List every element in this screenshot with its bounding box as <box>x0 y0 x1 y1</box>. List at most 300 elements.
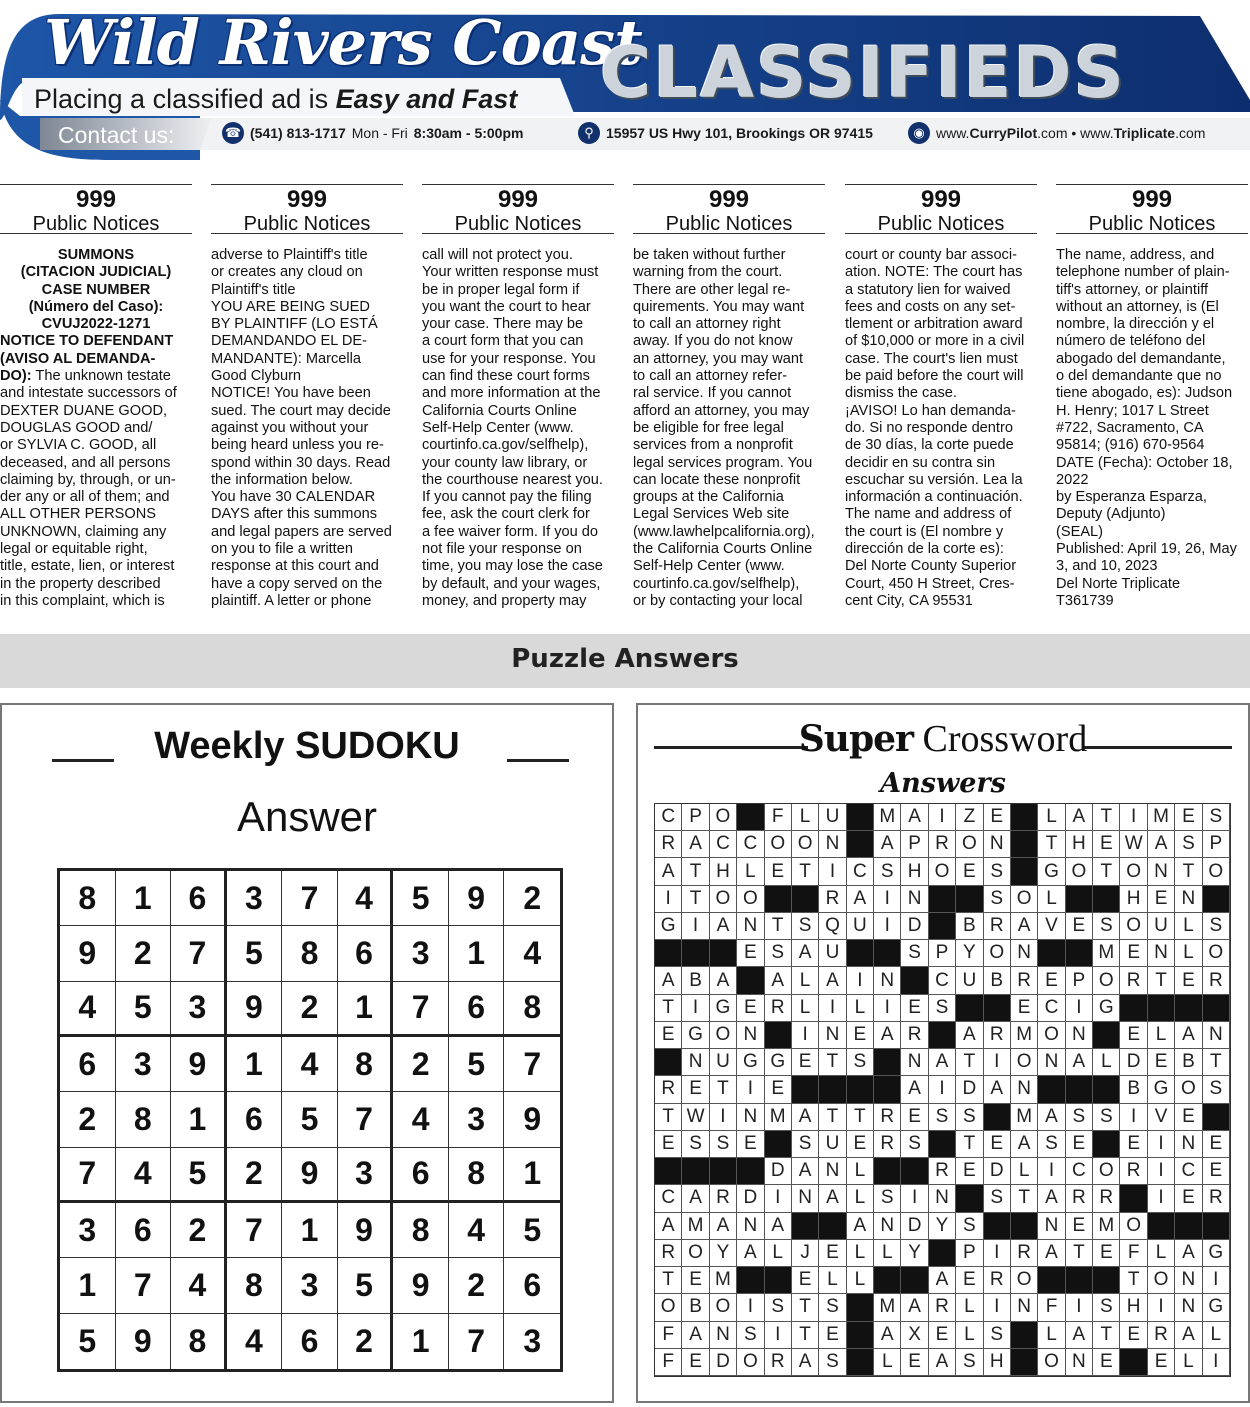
sudoku-cell: 5 <box>116 982 172 1037</box>
address-text: 15957 US Hwy 101, Brookings OR 97415 <box>606 125 873 141</box>
crossword-cell: N <box>792 1185 819 1212</box>
sudoku-cell: 7 <box>116 1258 172 1313</box>
phone-icon: ☎ <box>222 122 244 144</box>
crossword-cell: E <box>819 1322 846 1349</box>
crossword-cell: L <box>956 1294 983 1321</box>
website-links[interactable]: www.CurryPilot.com • www.Triplicate.com <box>936 125 1206 141</box>
crossword-cell: Y <box>956 940 983 967</box>
crossword-black-cell <box>1011 804 1038 831</box>
crossword-cell: R <box>1011 967 1038 994</box>
crossword-cell: A <box>1066 1049 1093 1076</box>
crossword-cell: N <box>874 1213 901 1240</box>
crossword-cell: I <box>984 1049 1011 1076</box>
crossword-cell: H <box>1066 831 1093 858</box>
crossword-cell: L <box>1175 913 1202 940</box>
crossword-cell: O <box>1011 1267 1038 1294</box>
crossword-black-cell <box>765 1022 792 1049</box>
crossword-black-cell <box>792 886 819 913</box>
column-header <box>211 184 403 234</box>
crossword-cell: E <box>847 1131 874 1158</box>
crossword-black-cell <box>682 940 709 967</box>
title-crossword: Crossword <box>913 718 1088 760</box>
sudoku-cell: 8 <box>393 1203 449 1258</box>
crossword-cell: E <box>1148 1049 1175 1076</box>
crossword-black-cell <box>847 804 874 831</box>
crossword-cell: T <box>956 1049 983 1076</box>
crossword-black-cell <box>765 886 792 913</box>
crossword-cell: P <box>1203 831 1230 858</box>
crossword-black-cell <box>929 1022 956 1049</box>
column-header <box>633 184 825 234</box>
crossword-cell: A <box>847 1213 874 1240</box>
crossword-black-cell <box>819 1213 846 1240</box>
crossword-black-cell <box>1203 886 1230 913</box>
crossword-black-cell <box>710 940 737 967</box>
crossword-cell: A <box>682 831 709 858</box>
crossword-black-cell <box>1093 1267 1120 1294</box>
crossword-cell: I <box>819 858 846 885</box>
sudoku-cell: 6 <box>449 982 505 1037</box>
crossword-cell: S <box>901 1131 928 1158</box>
crossword-black-cell <box>1203 1213 1230 1240</box>
crossword-cell: C <box>737 831 764 858</box>
crossword-cell: N <box>737 913 764 940</box>
crossword-cell: N <box>929 1185 956 1212</box>
crossword-cell: F <box>765 804 792 831</box>
crossword-cell: N <box>737 1104 764 1131</box>
crossword-cell: L <box>819 1267 846 1294</box>
crossword-cell: T <box>1066 1240 1093 1267</box>
crossword-cell: E <box>1038 967 1065 994</box>
crossword-cell: A <box>792 1158 819 1185</box>
crossword-cell: N <box>1038 1049 1065 1076</box>
crossword-cell: S <box>819 1349 846 1376</box>
defendant-text: The unknown testate and intestate successors of DEXTER DUANE GOOD, DOUGLAS GOOD and/ or SYLVIA C. GOOD, all deceased, and all persons claiming by, through, or un- der any or all of them; and ALL OTHER PERSONS UNKNOWN, claiming any legal or equitable right, title, estate, lien, or interest in the property described in this complaint, which is <box>0 368 177 609</box>
crossword-cell: R <box>984 1267 1011 1294</box>
crossword-cell: U <box>819 940 846 967</box>
category-label: Public Notices <box>32 213 160 235</box>
crossword-black-cell <box>1093 886 1120 913</box>
crossword-cell: E <box>1175 967 1202 994</box>
crossword-cell: S <box>1038 1131 1065 1158</box>
sudoku-cell: 5 <box>227 926 283 981</box>
crossword-black-cell <box>929 1131 956 1158</box>
crossword-cell: G <box>1038 858 1065 885</box>
crossword-cell: A <box>737 1240 764 1267</box>
crossword-cell: A <box>984 1076 1011 1103</box>
crossword-cell: S <box>792 1131 819 1158</box>
crossword-cell: E <box>901 1104 928 1131</box>
sudoku-cell: 3 <box>227 871 283 926</box>
crossword-cell: R <box>1093 1185 1120 1212</box>
crossword-cell: T <box>956 1131 983 1158</box>
crossword-cell: R <box>1120 967 1147 994</box>
crossword-black-cell <box>765 1267 792 1294</box>
crossword-cell: D <box>710 1349 737 1376</box>
crossword-cell: E <box>1175 1104 1202 1131</box>
notice-column-5 <box>845 184 1037 610</box>
crossword-cell: E <box>984 1131 1011 1158</box>
crossword-cell: E <box>1066 1131 1093 1158</box>
sudoku-title: Weekly SUDOKU <box>154 725 460 767</box>
sudoku-cell: 2 <box>171 1203 227 1258</box>
crossword-cell: I <box>847 967 874 994</box>
sudoku-cell: 5 <box>60 1314 116 1369</box>
crossword-cell: C <box>1066 1158 1093 1185</box>
crossword-cell: C <box>847 858 874 885</box>
crossword-cell: O <box>1093 967 1120 994</box>
crossword-cell: L <box>874 1240 901 1267</box>
crossword-black-cell <box>956 995 983 1022</box>
sudoku-cell: 9 <box>60 926 116 981</box>
sudoku-cell: 8 <box>449 1148 505 1203</box>
crossword-cell: B <box>1175 1049 1202 1076</box>
crossword-cell: M <box>765 1104 792 1131</box>
crossword-black-cell <box>901 967 928 994</box>
crossword-cell: I <box>682 995 709 1022</box>
crossword-cell: B <box>984 967 1011 994</box>
notice-text: adverse to Plaintiff's title or creates any cloud on Plaintiff's title YOU ARE BEING SUED BY PLAINTIFF (LO ESTÁ DEMANDANDO EL DE- MANDANTE): Marcella Good Clyburn NOTICE! You have been sued. The court may decide against you without your being heard unless you re- spond within 30 days. Read the information below. You have 30 CALENDAR DAYS after this summons and legal papers are served on you to file a written response at this court and have a copy served on the plaintiff. A letter or phone <box>211 247 392 609</box>
crossword-cell: O <box>1203 940 1230 967</box>
crossword-black-cell <box>1038 1267 1065 1294</box>
sudoku-cell: 8 <box>227 1258 283 1313</box>
crossword-cell: A <box>710 1213 737 1240</box>
crossword-cell: T <box>655 1267 682 1294</box>
category-label: Public Notices <box>665 213 793 235</box>
sudoku-cell: 2 <box>282 982 338 1037</box>
crossword-cell: S <box>874 858 901 885</box>
crossword-black-cell <box>1175 1213 1202 1240</box>
crossword-cell: S <box>1066 1104 1093 1131</box>
crossword-cell: T <box>1011 1185 1038 1212</box>
crossword-cell: P <box>956 1240 983 1267</box>
crossword-black-cell <box>792 1076 819 1103</box>
crossword-cell: T <box>1203 1049 1230 1076</box>
sudoku-cell: 6 <box>227 1092 283 1147</box>
crossword-black-cell <box>1011 1349 1038 1376</box>
contact-phone[interactable] <box>222 122 523 144</box>
crossword-cell: E <box>956 858 983 885</box>
crossword-cell: O <box>1066 858 1093 885</box>
crossword-cell: O <box>792 831 819 858</box>
crossword-black-cell <box>929 886 956 913</box>
crossword-cell: L <box>1148 1022 1175 1049</box>
crossword-black-cell <box>737 804 764 831</box>
crossword-black-cell <box>847 1349 874 1376</box>
sudoku-cell: 7 <box>393 982 449 1037</box>
crossword-cell: N <box>1175 1294 1202 1321</box>
crossword-cell: L <box>1038 1322 1065 1349</box>
sudoku-cell: 7 <box>171 926 227 981</box>
crossword-cell: I <box>1148 1158 1175 1185</box>
crossword-cell: N <box>1011 1294 1038 1321</box>
sudoku-cell: 1 <box>393 1314 449 1369</box>
crossword-cell: E <box>984 804 1011 831</box>
crossword-cell: A <box>929 1349 956 1376</box>
sudoku-cell: 6 <box>116 1203 172 1258</box>
crossword-cell: A <box>929 1049 956 1076</box>
crossword-cell: R <box>929 1158 956 1185</box>
crossword-black-cell <box>847 940 874 967</box>
crossword-cell: O <box>1011 886 1038 913</box>
crossword-cell: A <box>1175 1240 1202 1267</box>
crossword-black-cell <box>1148 995 1175 1022</box>
tagline-emphasis: Easy and Fast <box>335 84 518 114</box>
crossword-black-cell <box>874 1076 901 1103</box>
category-number: 999 <box>920 186 962 213</box>
crossword-cell: T <box>819 1104 846 1131</box>
crossword-cell: U <box>1148 913 1175 940</box>
crossword-cell: E <box>655 1022 682 1049</box>
crossword-cell: G <box>765 1049 792 1076</box>
crossword-black-cell <box>847 831 874 858</box>
column-header <box>422 184 614 234</box>
crossword-cell: R <box>1011 1240 1038 1267</box>
crossword-cell: L <box>792 967 819 994</box>
crossword-cell: O <box>1175 1076 1202 1103</box>
crossword-black-cell <box>1093 1076 1120 1103</box>
sudoku-cell: 4 <box>227 1314 283 1369</box>
crossword-black-cell <box>874 1158 901 1185</box>
crossword-cell: T <box>1038 831 1065 858</box>
crossword-cell: S <box>1175 831 1202 858</box>
crossword-cell: O <box>1148 1267 1175 1294</box>
crossword-cell: B <box>1120 1076 1147 1103</box>
category-number: 999 <box>1131 186 1173 213</box>
crossword-cell: N <box>1203 1022 1230 1049</box>
crossword-cell: E <box>929 1322 956 1349</box>
crossword-cell: R <box>655 1240 682 1267</box>
crossword-cell: E <box>956 1267 983 1294</box>
sudoku-cell: 1 <box>60 1258 116 1313</box>
crossword-cell: O <box>1038 1022 1065 1049</box>
crossword-cell: W <box>1120 831 1147 858</box>
crossword-cell: E <box>765 858 792 885</box>
crossword-cell: G <box>1203 1240 1230 1267</box>
crossword-cell: N <box>1175 1267 1202 1294</box>
crossword-cell: A <box>1038 1104 1065 1131</box>
crossword-cell: I <box>984 1240 1011 1267</box>
crossword-cell: L <box>847 995 874 1022</box>
crossword-cell: E <box>819 1240 846 1267</box>
sudoku-cell: 7 <box>282 871 338 926</box>
crossword-black-cell <box>819 1076 846 1103</box>
crossword-cell: L <box>1093 1049 1120 1076</box>
crossword-cell: S <box>710 1131 737 1158</box>
crossword-cell: O <box>765 831 792 858</box>
crossword-cell: M <box>1093 1213 1120 1240</box>
crossword-cell: A <box>956 1022 983 1049</box>
crossword-cell: I <box>1038 1158 1065 1185</box>
crossword-cell: C <box>1038 995 1065 1022</box>
crossword-cell: L <box>1038 804 1065 831</box>
crossword-cell: D <box>901 1213 928 1240</box>
sudoku-cell: 9 <box>227 982 283 1037</box>
crossword-cell: L <box>1148 1240 1175 1267</box>
crossword-cell: O <box>710 1294 737 1321</box>
location-pin-icon: ⚲ <box>578 122 600 144</box>
sudoku-cell: 7 <box>449 1314 505 1369</box>
crossword-black-cell <box>737 1158 764 1185</box>
crossword-cell: N <box>1175 886 1202 913</box>
crossword-cell: D <box>737 1185 764 1212</box>
contact-websites[interactable] <box>908 122 1205 144</box>
crossword-black-cell <box>737 967 764 994</box>
brand-logo-text: Wild Rivers Coast <box>44 6 642 79</box>
crossword-cell: D <box>901 913 928 940</box>
sudoku-cell: 8 <box>504 982 560 1037</box>
notice-text: call will not protect you. Your written response must be in proper legal form if you want the court to hear your case. There may be a court form that you can use for your response. You can find these court forms and more information at the California Courts Online Self-Help Center (www. courtinfo.ca.gov/selfhelp), your county law library, or the courthouse nearest you. If you cannot pay the filing fee, ask the court clerk for a fee waiver form. If you do not file your response on time, you may lose the case by default, and your wages, money, and property may <box>422 247 603 609</box>
crossword-cell: T <box>655 1104 682 1131</box>
crossword-black-cell <box>1120 995 1147 1022</box>
crossword-cell: L <box>1038 886 1065 913</box>
contact-label: Contact us: <box>58 122 175 148</box>
column-header <box>845 184 1037 234</box>
crossword-cell: T <box>710 1076 737 1103</box>
sudoku-cell: 1 <box>449 926 505 981</box>
crossword-cell: R <box>655 831 682 858</box>
crossword-cell: N <box>984 831 1011 858</box>
category-number: 999 <box>497 186 539 213</box>
crossword-cell: M <box>1011 1104 1038 1131</box>
notice-text <box>0 333 192 610</box>
crossword-black-cell <box>1120 1185 1147 1212</box>
crossword-cell: U <box>847 913 874 940</box>
crossword-black-cell <box>1066 1076 1093 1103</box>
sudoku-cell: 6 <box>338 926 394 981</box>
crossword-cell: L <box>737 858 764 885</box>
crossword-cell: E <box>1066 1213 1093 1240</box>
crossword-cell: X <box>901 1322 928 1349</box>
crossword-cell: B <box>682 967 709 994</box>
column-header <box>1056 184 1248 234</box>
crossword-cell: S <box>956 1349 983 1376</box>
sudoku-cell: 4 <box>449 1203 505 1258</box>
crossword-cell: E <box>682 1267 709 1294</box>
crossword-cell: B <box>682 1294 709 1321</box>
crossword-black-cell <box>901 1158 928 1185</box>
crossword-black-cell <box>1038 1076 1065 1103</box>
sudoku-cell: 2 <box>449 1258 505 1313</box>
crossword-cell: E <box>901 1349 928 1376</box>
contact-address[interactable] <box>578 122 873 144</box>
crossword-black-cell <box>929 1240 956 1267</box>
crossword-cell: P <box>1066 967 1093 994</box>
crossword-cell: A <box>1038 1185 1065 1212</box>
crossword-cell: P <box>901 831 928 858</box>
sudoku-cell: 9 <box>171 1037 227 1092</box>
sudoku-cell: 1 <box>282 1203 338 1258</box>
crossword-cell: N <box>1011 1076 1038 1103</box>
crossword-cell: A <box>792 1349 819 1376</box>
crossword-cell: O <box>956 831 983 858</box>
crossword-cell: I <box>874 886 901 913</box>
crossword-cell: I <box>819 995 846 1022</box>
crossword-black-cell <box>1038 940 1065 967</box>
sudoku-cell: 6 <box>171 871 227 926</box>
sudoku-cell: 2 <box>338 1314 394 1369</box>
crossword-cell: R <box>765 1349 792 1376</box>
crossword-cell: B <box>956 913 983 940</box>
crossword-cell: L <box>765 1240 792 1267</box>
crossword-cell: I <box>682 913 709 940</box>
crossword-cell: N <box>1148 858 1175 885</box>
crossword-cell: I <box>737 1076 764 1103</box>
crossword-cell: E <box>1066 913 1093 940</box>
crossword-cell: T <box>682 858 709 885</box>
crossword-cell: O <box>710 886 737 913</box>
crossword-cell: N <box>901 1049 928 1076</box>
crossword-cell: L <box>956 1322 983 1349</box>
crossword-panel <box>636 703 1250 1403</box>
crossword-cell: A <box>901 1076 928 1103</box>
crossword-black-cell <box>901 1267 928 1294</box>
crossword-cell: I <box>1203 1349 1230 1376</box>
crossword-cell: L <box>847 1158 874 1185</box>
crossword-cell: E <box>1120 1022 1147 1049</box>
crossword-cell: S <box>1093 913 1120 940</box>
sudoku-cell: 3 <box>523 1322 542 1359</box>
crossword-cell: N <box>1066 1349 1093 1376</box>
crossword-cell: R <box>1120 1158 1147 1185</box>
crossword-cell: A <box>682 1185 709 1212</box>
crossword-cell: R <box>1203 967 1230 994</box>
sudoku-cell: 1 <box>227 1037 283 1092</box>
crossword-cell: L <box>847 1267 874 1294</box>
crossword-black-cell <box>1203 1104 1230 1131</box>
crossword-black-cell <box>984 1213 1011 1240</box>
crossword-cell: T <box>1093 1322 1120 1349</box>
crossword-cell: I <box>1066 1294 1093 1321</box>
notice-to-defendant: NOTICE TO DEFENDANT (AVISO AL DEMANDA- DO): <box>0 333 174 385</box>
title-super: Super <box>798 718 914 760</box>
crossword-cell: M <box>874 804 901 831</box>
crossword-cell: S <box>847 1049 874 1076</box>
crossword-cell: C <box>929 967 956 994</box>
sudoku-cell: 9 <box>449 871 505 926</box>
sudoku-cell: 3 <box>60 1203 116 1258</box>
crossword-cell: T <box>682 886 709 913</box>
crossword-cell: T <box>1093 804 1120 831</box>
crossword-cell: L <box>792 804 819 831</box>
crossword-cell: L <box>847 1240 874 1267</box>
crossword-cell: R <box>929 1294 956 1321</box>
crossword-cell: S <box>984 1185 1011 1212</box>
crossword-cell: S <box>984 858 1011 885</box>
crossword-cell: E <box>1175 1185 1202 1212</box>
crossword-cell: D <box>984 1158 1011 1185</box>
crossword-cell: S <box>901 940 928 967</box>
crossword-cell: E <box>682 1349 709 1376</box>
crossword-cell: T <box>1093 858 1120 885</box>
crossword-cell: A <box>901 1294 928 1321</box>
crossword-cell: I <box>929 804 956 831</box>
sudoku-panel <box>0 703 614 1403</box>
crossword-cell: O <box>682 1240 709 1267</box>
sudoku-cell: 2 <box>504 871 560 926</box>
sudoku-cell: 7 <box>60 1148 116 1203</box>
crossword-cell: Q <box>819 913 846 940</box>
sudoku-cell: 8 <box>282 926 338 981</box>
crossword-cell: R <box>765 995 792 1022</box>
phone-number: (541) 813-1717 <box>250 125 346 141</box>
sudoku-cell: 2 <box>116 926 172 981</box>
crossword-cell: S <box>1203 1076 1230 1103</box>
crossword-cell: R <box>1203 1185 1230 1212</box>
category-label: Public Notices <box>243 213 371 235</box>
crossword-black-cell <box>874 1049 901 1076</box>
crossword-cell: G <box>655 913 682 940</box>
